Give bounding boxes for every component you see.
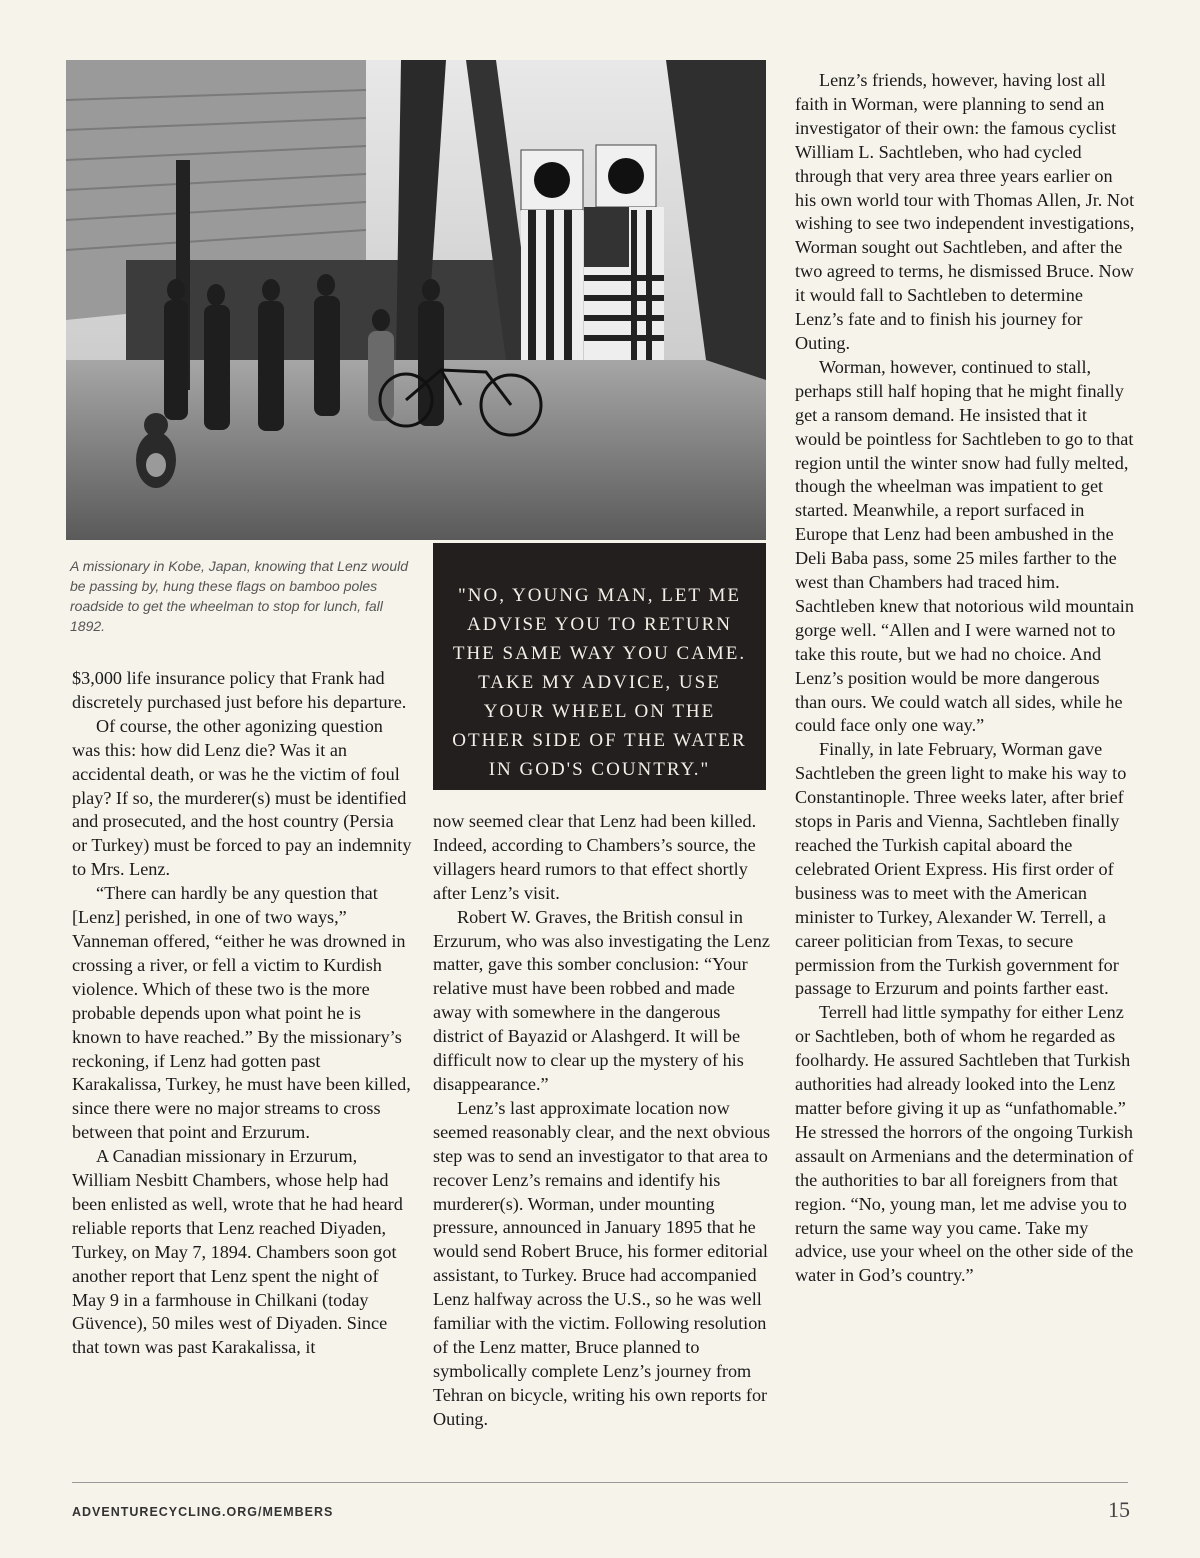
footer-url[interactable]: ADVENTURECYCLING.ORG/MEMBERS bbox=[72, 1505, 334, 1519]
article-column-2 bbox=[433, 810, 773, 1432]
footer-divider bbox=[72, 1482, 1128, 1483]
paragraph: Robert W. Graves, the British consul in Erzurum, who was also investigating the Lenz matter, gave this somber conclusion: “Your relative must have been robbed and made away with somewhere in the dangerous district of Bayazid or Alashgerd. It will be difficult now to clear up the mystery of his disappearance.” bbox=[433, 906, 770, 1094]
pull-quote: "NO, YOUNG MAN, LET ME ADVISE YOU TO RETURN THE SAME WAY YOU CAME. TAKE MY ADVICE, USE YOUR WHEEL ON THE OTHER SIDE OF THE WATER IN GOD'S COUNTRY." bbox=[433, 543, 766, 790]
paragraph: “There can hardly be any question that [Lenz] perished, in one of two ways,” Vanneman offered, “either he was drowned in crossing a river, or fell a victim to Kurdish violence. Which of these two is the more probable depends upon what point he is known to have reached.” By the missionary’s reckoning, if Lenz had gotten past Karakalissa, Turkey, he must have been killed, since there were no major streams to cross between that point and Erzurum. bbox=[72, 883, 411, 1143]
article-column-1 bbox=[72, 667, 412, 1360]
paragraph: Terrell had little sympathy for either Lenz or Sachtleben, both of whom he regarded as foolhardy. He assured Sachtleben that Turkish authorities had already looked into the Lenz matter before giving it up as “unfathomable.” He stressed the horrors of the ongoing Turkish assault on Armenians and the determination of the authorities to bar all foreigners from that region. “No, young man, let me advise you to return the same way you came. Take my advice, use your wheel on the other side of the water in God’s country.” bbox=[795, 1002, 1134, 1286]
paragraph: now seemed clear that Lenz had been killed. Indeed, according to Chambers’s source, the villagers heard rumors to that effect shortly after Lenz’s visit. bbox=[433, 811, 757, 903]
paragraph: $3,000 life insurance policy that Frank had discretely purchased just before his departure. bbox=[72, 668, 407, 712]
photo-illustration bbox=[66, 60, 766, 540]
paragraph: Lenz’s friends, however, having lost all faith in Worman, were planning to send an investigator of their own: the famous cyclist William L. Sachtleben, who had cycled through that very area three years earlier on his own world tour with Thomas Allen, Jr. Not wishing to see two independent investigations, Worman sought out Sachtleben, and after the two agreed to terms, he dismissed Bruce. Now it would fall to Sachtleben to determine Lenz’s fate and to finish his journey for Outing. bbox=[795, 70, 1135, 353]
paragraph: Worman, however, continued to stall, perhaps still half hoping that he might finally get a ransom demand. He insisted that it would be pointless for Sachtleben to go to that region until the winter snow had fully melted, though the wheelman was impatient to get started. Meanwhile, a report surfaced in Europe that Lenz had been ambushed in the Deli Baba pass, some 25 miles farther to the west than Chambers had traced him. Sachtleben knew that notorious wild mountain gorge well. “Allen and I were warned not to take this route, but we had no choice. And Lenz’s position would be more dangerous than ours. We could watch all sides, while he could face only one way.” bbox=[795, 356, 1134, 736]
photo-caption: A missionary in Kobe, Japan, knowing that Lenz would be passing by, hung these flags on bamboo poles roadside to get the wheelman to stop for lunch, fall 1892. bbox=[70, 558, 409, 634]
paragraph: Finally, in late February, Worman gave Sachtleben the green light to make his way to Constantinople. Three weeks later, after brief stops in Paris and Vienna, Sachtleben finally reached the Turkish capital aboard the celebrated Orient Express. His first order of business was to meet with the American minister to Turkey, Alexander W. Terrell, a career politician from Texas, to secure permission from the Turkish government for passage to Erzurum and points farther east. bbox=[795, 739, 1127, 999]
historical-photo bbox=[66, 60, 766, 540]
article-column-3 bbox=[795, 69, 1135, 1288]
paragraph: Lenz’s last approximate location now seemed reasonably clear, and the next obvious step was to send an investigator to that area to recover Lenz’s remains and identify his murderer(s). Worman, under mounting pressure, announced in January 1895 that he would send Robert Bruce, his former editorial assistant, to Turkey. Bruce had accompanied Lenz halfway across the U.S., so he was well familiar with the victim. Following resolution of the Lenz matter, Bruce planned to symbolically complete Lenz’s journey from Tehran on bicycle, writing his own reports for Outing. bbox=[433, 1097, 771, 1429]
paragraph: Of course, the other agonizing question was this: how did Lenz die? Was it an accidental death, or was he the victim of foul play? If so, the murderer(s) must be identified and prosecuted, and the host country (Persia or Turkey) must be forced to pay an indemnity to Mrs. Lenz. bbox=[72, 715, 412, 880]
paragraph: A Canadian missionary in Erzurum, William Nesbitt Chambers, whose help had been enlisted as well, wrote that he had heard reliable reports that Lenz reached Diyaden, Turkey, on May 7, 1894. Chambers soon got another report that Lenz spent the night of May 9 in a farmhouse in Chilkani (today Güvence), 50 miles west of Diyaden. Since that town was past Karakalissa, it bbox=[72, 1146, 403, 1358]
page-number: 15 bbox=[1108, 1497, 1130, 1522]
